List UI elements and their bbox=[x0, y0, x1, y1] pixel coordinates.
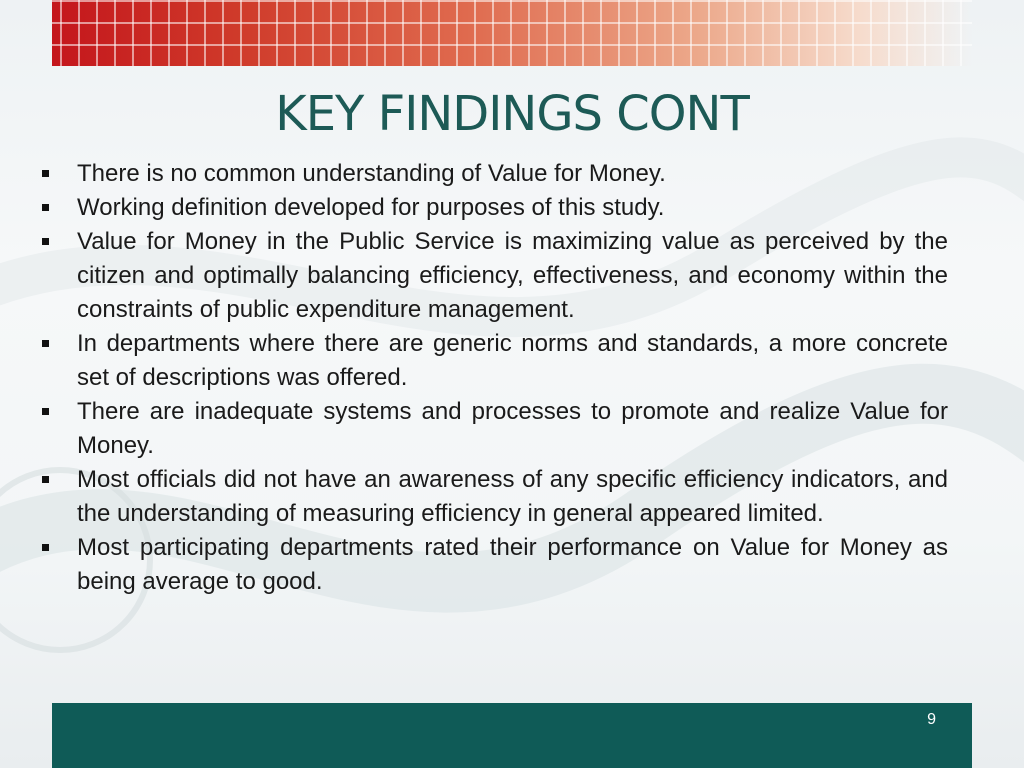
bullet-list bbox=[40, 157, 948, 599]
bullet-item bbox=[40, 327, 948, 395]
slide-title: KEY FINDINGS CONT bbox=[275, 86, 749, 142]
square-bullet-icon bbox=[42, 238, 49, 245]
footer-bar bbox=[52, 703, 972, 768]
square-bullet-icon bbox=[42, 204, 49, 211]
header-grid-pattern bbox=[52, 0, 972, 66]
bullet-text: Most participating departments rated their performance on Value for Money as being average to good. bbox=[77, 534, 948, 595]
bullet-item bbox=[40, 531, 948, 599]
square-bullet-icon bbox=[42, 544, 49, 551]
bullet-item bbox=[40, 191, 948, 225]
square-bullet-icon bbox=[42, 408, 49, 415]
page-number: 9 bbox=[927, 711, 936, 728]
bullet-text: In departments where there are generic norms and standards, a more concrete set of descriptions was offered. bbox=[77, 330, 948, 391]
square-bullet-icon bbox=[42, 340, 49, 347]
bullet-item bbox=[40, 395, 948, 463]
bullet-text: Most officials did not have an awareness of any specific efficiency indicators, and the understanding of measuring efficiency in general appeared limited. bbox=[77, 466, 948, 527]
bullet-text: There are inadequate systems and processes to promote and realize Value for Money. bbox=[77, 398, 948, 459]
bullet-item bbox=[40, 463, 948, 531]
square-bullet-icon bbox=[42, 170, 49, 177]
bullet-text: Working definition developed for purposes of this study. bbox=[77, 194, 665, 221]
bullet-text: Value for Money in the Public Service is maximizing value as perceived by the citizen and optimally balancing efficiency, effectiveness, and economy within the constraints of public expenditure management. bbox=[77, 228, 948, 323]
bullet-text: There is no common understanding of Value for Money. bbox=[77, 160, 666, 187]
bullet-item bbox=[40, 225, 948, 327]
bullet-item bbox=[40, 157, 948, 191]
square-bullet-icon bbox=[42, 476, 49, 483]
